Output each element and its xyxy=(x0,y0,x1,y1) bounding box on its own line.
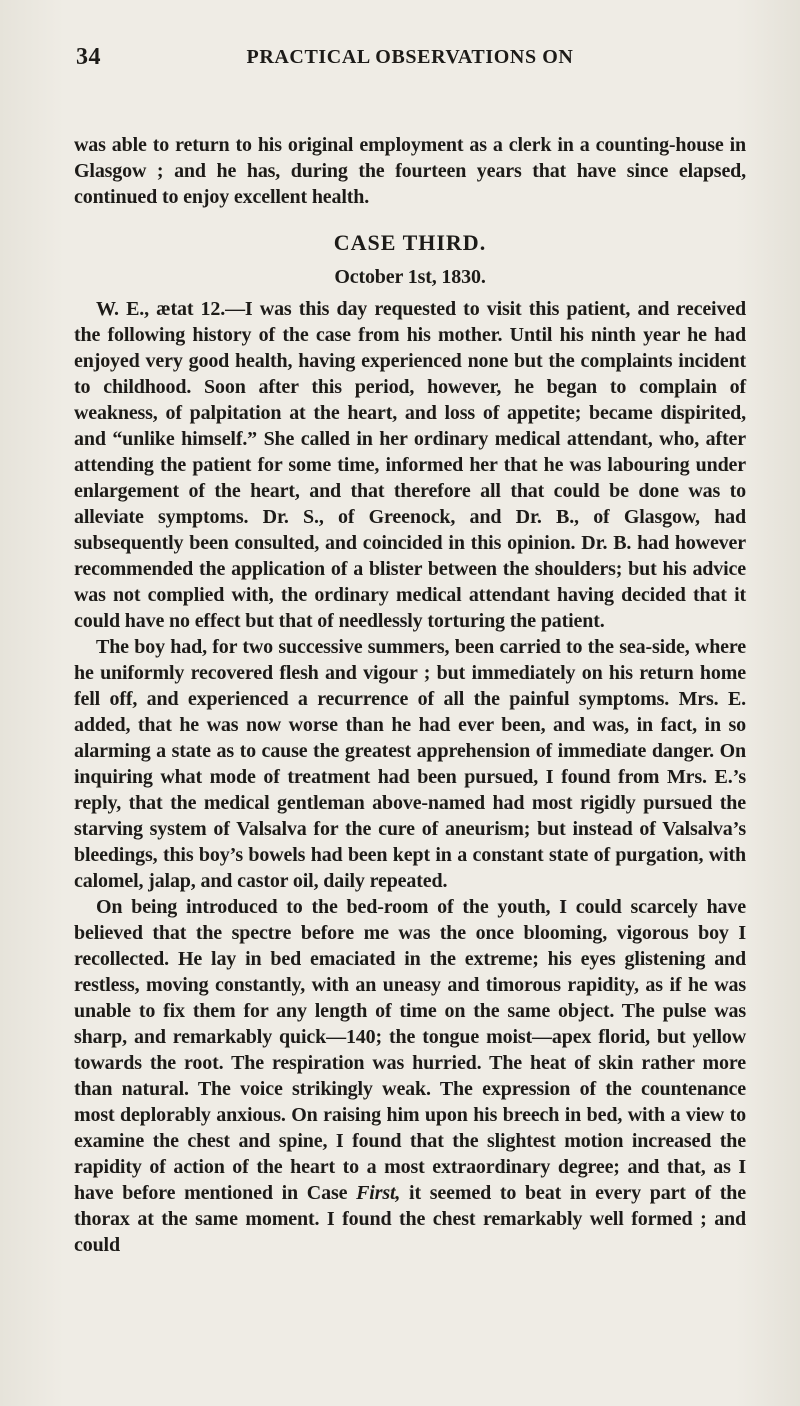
paragraph-1: W. E., ætat 12.—I was this day requested to visit this patient, and received the following history of the case from his mother. Until his ninth year he had enjoyed very good health, having experienced none but the complaints incident to childhood. Soon after this period, however, he began to complain of weakness, of palpitation at the heart, and loss of appetite; became dispirited, and “unlike himself.” She called in her ordinary medical attendant, who, after attending the patient for some time, informed her that he was labouring under enlargement of the heart, and that therefore all that could be done was to alleviate symptoms. Dr. S., of Greenock, and Dr. B., of Glasgow, had subsequently been consulted, and coincided in this opinion. Dr. B. had however recommended the application of a blister between the shoulders; but his advice was not complied with, the ordinary medical attendant having decided that it could have no effect but that of needlessly torturing the patient. xyxy=(74,298,746,632)
section-title: CASE THIRD. xyxy=(333,230,487,255)
running-head: PRACTICAL OBSERVATIONS ON xyxy=(246,46,574,68)
paragraph-2: The boy had, for two successive summers, been carried to the sea-side, where he uniformly recovered flesh and vigour ; but immediately on his return home fell off, and experienced a recurrence of all the painful symptoms. Mrs. E. added, that he was now worse than he had ever been, and was, in fact, in so alarming a state as to cause the greatest apprehension of immediate danger. On inquiring what mode of treatment had been pursued, I found from Mrs. E.’s reply, that the medical gentleman above-named had most rigidly pursued the starving system of Valsalva for the cure of aneurism; but instead of Valsalva’s bleedings, this boy’s bowels had been kept in a constant state of purgation, with calomel, jalap, and castor oil, daily repeated. xyxy=(74,636,746,892)
page-header xyxy=(74,0,746,86)
paragraph-3-tail: it seemed to beat in every part of the thorax at the same moment. I found the chest remarkably well formed ; and could xyxy=(74,1182,746,1256)
paragraph-3 xyxy=(74,894,746,1258)
section-date: October 1st, 1830. xyxy=(334,266,486,288)
paragraph-3-text: On being introduced to the bed-room of the youth, I could scarcely have believed that the spectre before me was the once blooming, vigorous boy I recollected. He lay in bed emaciated in the extreme; his eyes glistening and restless, moving constantly, with an uneasy and timorous rapidity, as if he was unable to fix them for any length of time on the same object. The pulse was sharp, and remarkably quick—140; the tongue moist—apex florid, but yellow towards the root. The respiration was hurried. The heat of skin rather more than natural. The voice strikingly weak. The expression of the countenance most deplorably anxious. On raising him upon his breech in bed, with a view to examine the chest and spine, I found that the slightest motion increased the rapidity of action of the heart to a most extraordinary degree; and that, as I have before mentioned in Case xyxy=(74,896,746,1204)
page-number: 34 xyxy=(76,44,101,70)
case-first-emphasis: First, xyxy=(356,1182,401,1204)
continued-paragraph: was able to return to his original employment as a clerk in a counting-house in Glasgow ; and he has, during the fourteen years that have since elapsed, continued to enjoy excellent health. xyxy=(74,134,746,208)
body-text xyxy=(74,132,746,1258)
